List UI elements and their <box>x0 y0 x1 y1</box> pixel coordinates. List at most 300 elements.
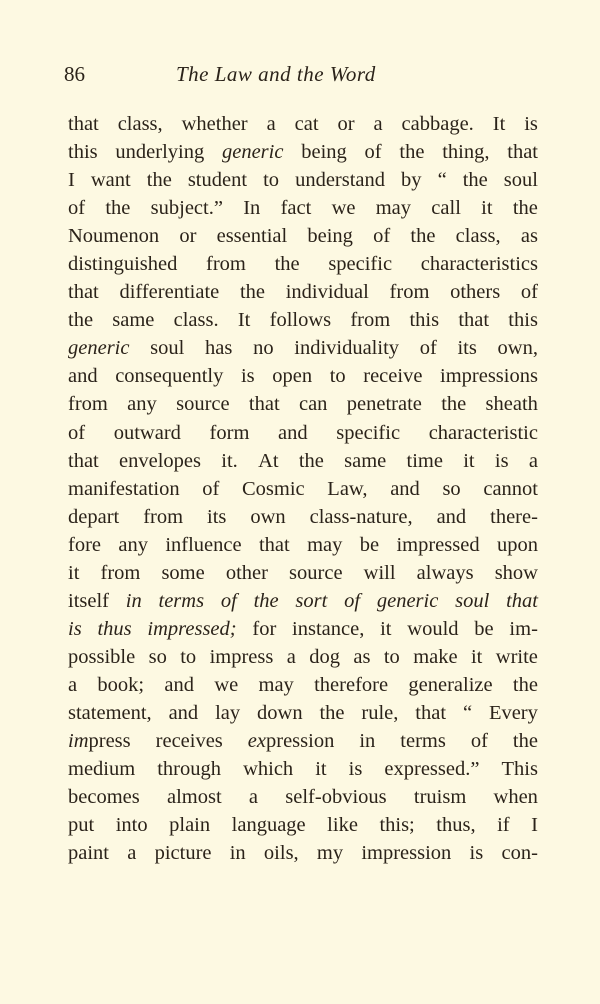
word <box>149 643 167 671</box>
word <box>347 390 422 418</box>
word <box>415 699 446 727</box>
word <box>471 643 482 671</box>
word <box>495 447 509 475</box>
word <box>292 615 364 643</box>
text: This <box>501 758 538 781</box>
word <box>232 811 306 839</box>
word <box>221 447 238 475</box>
text: we <box>214 673 239 696</box>
text: cat <box>294 113 319 135</box>
text: picture <box>154 842 212 865</box>
word <box>508 306 538 334</box>
word <box>524 110 538 138</box>
word <box>143 503 183 531</box>
text: may <box>258 673 294 696</box>
word <box>257 699 303 727</box>
word <box>457 334 476 362</box>
word <box>344 447 386 475</box>
text: follows <box>269 309 332 332</box>
text-line <box>68 250 538 278</box>
word <box>307 222 353 250</box>
text: that <box>68 449 99 472</box>
text: paint <box>68 842 109 865</box>
word <box>456 222 501 250</box>
text-line <box>68 839 538 867</box>
text-line <box>68 110 538 138</box>
text: characteristic <box>428 421 538 444</box>
word <box>377 587 438 615</box>
text: will <box>363 561 396 584</box>
text: is <box>348 758 363 781</box>
word <box>249 390 280 418</box>
word <box>401 166 422 194</box>
word <box>127 390 157 418</box>
text-line <box>68 811 538 839</box>
word <box>68 194 85 222</box>
word <box>361 839 451 867</box>
word <box>360 531 379 559</box>
word <box>408 671 492 699</box>
text: dog <box>309 645 340 668</box>
text: the <box>441 393 467 416</box>
word <box>414 783 466 811</box>
text: specific <box>328 253 393 276</box>
word <box>258 447 279 475</box>
text: from <box>100 561 141 584</box>
text: and <box>164 673 195 696</box>
word <box>310 503 413 531</box>
text: so <box>148 645 167 668</box>
word <box>97 671 144 699</box>
text: that <box>258 533 290 556</box>
word <box>270 306 332 334</box>
text-line <box>68 419 538 447</box>
word <box>287 643 296 671</box>
word <box>222 138 283 166</box>
text: con- <box>501 842 538 865</box>
text: statement, <box>68 701 152 724</box>
text-line <box>68 699 538 727</box>
word <box>147 166 172 194</box>
word <box>299 447 324 475</box>
text: same <box>344 449 387 472</box>
text: the <box>146 169 172 192</box>
word <box>119 278 219 306</box>
word <box>242 475 305 503</box>
text: the <box>319 701 345 724</box>
text: this <box>409 309 440 332</box>
text: terms <box>400 730 446 753</box>
text: be <box>474 617 494 640</box>
text: underlying <box>115 141 205 164</box>
text: cannot <box>483 477 538 500</box>
italic-text: generic <box>376 589 439 612</box>
text: the <box>399 141 425 164</box>
text: is <box>469 842 484 865</box>
text: class. <box>173 309 219 332</box>
word <box>437 503 467 531</box>
word <box>105 194 130 222</box>
text: may <box>375 197 412 220</box>
text: manifestation <box>68 477 180 500</box>
text: influence <box>165 533 242 556</box>
text: own, <box>497 337 538 360</box>
text: in <box>359 730 376 753</box>
text: the <box>512 197 538 220</box>
text: sheath <box>485 393 538 416</box>
word <box>376 194 411 222</box>
text: that <box>68 281 99 304</box>
text: penetrate <box>346 393 422 416</box>
text-line <box>68 559 538 587</box>
word <box>513 671 538 699</box>
page-number: 86 <box>64 62 85 86</box>
text: upon <box>496 533 538 556</box>
text: other <box>225 561 268 584</box>
word <box>438 166 447 194</box>
text: that <box>507 141 538 164</box>
text: can <box>298 393 328 416</box>
text: student <box>187 169 248 192</box>
word <box>68 110 99 138</box>
text: a <box>373 113 383 135</box>
word <box>150 334 184 362</box>
word <box>278 419 308 447</box>
text: that <box>415 701 447 724</box>
word <box>221 587 237 615</box>
text: that <box>68 113 99 135</box>
word <box>494 783 538 811</box>
text: class-nature, <box>309 505 413 528</box>
word <box>68 587 109 615</box>
word <box>327 811 358 839</box>
word <box>373 110 382 138</box>
word <box>68 250 177 278</box>
text: subject.” <box>150 197 223 220</box>
text: as <box>353 645 371 668</box>
word <box>458 306 489 334</box>
text: a <box>286 645 296 668</box>
word <box>328 250 392 278</box>
text: Every <box>488 701 538 724</box>
italic-text: generic <box>221 141 284 164</box>
word <box>440 362 538 390</box>
italic-text: of <box>220 589 237 612</box>
text: and <box>168 701 199 724</box>
text: soul <box>503 169 538 192</box>
word <box>112 306 154 334</box>
word <box>217 222 288 250</box>
word <box>68 475 180 503</box>
text: if <box>497 814 510 837</box>
text-line <box>68 306 538 334</box>
italic-text: the <box>253 589 279 612</box>
text: of <box>470 730 488 753</box>
word <box>330 362 346 390</box>
text: any <box>127 393 157 416</box>
text: instance, <box>292 617 365 640</box>
word <box>409 306 439 334</box>
word <box>116 811 148 839</box>
text: some <box>161 561 205 584</box>
italic-text: of <box>344 589 361 612</box>
word <box>68 699 152 727</box>
word <box>259 671 294 699</box>
text-line <box>68 334 538 362</box>
text: same <box>112 309 155 332</box>
text: by <box>401 169 422 192</box>
word <box>507 138 538 166</box>
text: distinguished <box>68 253 178 276</box>
word <box>267 110 276 138</box>
text: At <box>258 449 279 472</box>
word <box>361 699 398 727</box>
word <box>364 559 396 587</box>
word <box>441 390 466 418</box>
word <box>380 615 391 643</box>
word <box>521 222 538 250</box>
italic-text: soul <box>455 589 490 612</box>
text: book; <box>97 673 145 696</box>
text: of <box>68 197 86 220</box>
word <box>489 699 538 727</box>
text: the <box>298 449 324 472</box>
text: a <box>68 673 78 696</box>
text: generalize <box>408 673 493 696</box>
word <box>396 531 479 559</box>
word <box>180 643 196 671</box>
text: envelopes <box>119 449 201 472</box>
word <box>248 727 335 755</box>
word <box>68 503 119 531</box>
word <box>254 587 279 615</box>
text: it <box>470 645 483 668</box>
word <box>119 447 201 475</box>
text: is <box>524 113 538 135</box>
text: like <box>327 814 358 837</box>
text: that <box>248 393 280 416</box>
word <box>68 559 79 587</box>
text: it <box>463 449 475 472</box>
text: for <box>252 617 277 640</box>
word <box>315 755 326 783</box>
text: outward <box>113 421 181 444</box>
word <box>161 559 204 587</box>
word <box>471 727 488 755</box>
text: class, <box>455 225 501 248</box>
word <box>114 419 181 447</box>
word <box>384 755 479 783</box>
word <box>147 615 236 643</box>
text: any <box>118 533 148 556</box>
word <box>156 727 223 755</box>
word <box>68 839 109 867</box>
word <box>157 755 221 783</box>
text: the <box>512 730 538 753</box>
text: whether <box>181 113 248 135</box>
text: from <box>206 253 246 276</box>
text: a <box>266 113 276 135</box>
word <box>363 362 422 390</box>
text: want <box>90 169 131 192</box>
text: it <box>68 561 80 584</box>
word <box>420 334 437 362</box>
text: Cosmic <box>241 477 305 500</box>
word <box>413 643 457 671</box>
text: it. <box>221 449 238 472</box>
word <box>151 194 223 222</box>
word <box>115 362 223 390</box>
text: cabbage. <box>401 113 474 135</box>
text: It <box>237 309 251 332</box>
word <box>249 783 258 811</box>
word <box>115 138 204 166</box>
text: depart <box>68 505 120 528</box>
text: thing, <box>442 141 490 164</box>
text: the <box>512 673 538 696</box>
text: of <box>68 421 86 444</box>
word <box>101 559 141 587</box>
word <box>319 699 344 727</box>
word <box>68 306 93 334</box>
text: It <box>492 113 506 135</box>
word <box>68 531 101 559</box>
word <box>295 587 327 615</box>
word <box>463 447 474 475</box>
word <box>496 643 538 671</box>
text: of <box>364 141 382 164</box>
text: we <box>331 197 356 220</box>
word <box>350 306 390 334</box>
text: individuality <box>294 337 400 360</box>
word <box>410 222 435 250</box>
word <box>243 194 260 222</box>
text: of <box>202 477 220 500</box>
text: language <box>231 814 306 837</box>
text: form <box>209 421 250 444</box>
text-line <box>68 727 538 755</box>
text: pression <box>266 730 335 753</box>
word <box>205 334 232 362</box>
text: of <box>520 281 538 304</box>
word <box>359 727 375 755</box>
text: rule, <box>361 701 399 724</box>
word <box>210 643 274 671</box>
word <box>68 615 82 643</box>
text: when <box>493 786 538 809</box>
text: it <box>380 617 392 640</box>
text: and <box>278 421 308 444</box>
word <box>207 503 226 531</box>
word <box>275 250 300 278</box>
word <box>243 755 293 783</box>
word <box>68 222 159 250</box>
text: time <box>406 449 443 472</box>
text: fact <box>280 197 312 220</box>
text: may <box>307 533 343 556</box>
word <box>455 587 489 615</box>
text: consequently <box>115 365 224 388</box>
text: it <box>315 758 327 781</box>
word <box>399 138 424 166</box>
word <box>176 390 230 418</box>
text: a <box>528 449 538 472</box>
text: its <box>207 505 227 528</box>
text-line <box>68 390 538 418</box>
word <box>337 110 354 138</box>
word <box>286 278 369 306</box>
text-line <box>68 138 538 166</box>
text: would <box>407 617 459 640</box>
text: the <box>274 253 300 276</box>
word <box>68 138 98 166</box>
word <box>509 615 537 643</box>
text: is <box>494 449 509 472</box>
text: through <box>157 758 222 781</box>
text: put <box>68 814 95 837</box>
text: its <box>457 337 477 360</box>
text: and <box>68 365 98 388</box>
word <box>336 419 400 447</box>
word <box>463 699 472 727</box>
italic-text: sort <box>295 589 328 612</box>
word <box>486 390 538 418</box>
text: this <box>68 141 98 164</box>
text-line <box>68 783 538 811</box>
text: specific <box>336 421 401 444</box>
word <box>250 503 285 531</box>
word <box>531 811 538 839</box>
word <box>281 194 312 222</box>
italic-text: impressed; <box>147 617 237 640</box>
word <box>202 475 219 503</box>
word <box>68 643 135 671</box>
italic-text: in <box>125 589 142 612</box>
word <box>379 811 414 839</box>
text: in <box>229 842 246 865</box>
word <box>407 615 458 643</box>
text: essential <box>216 225 288 248</box>
word <box>174 306 219 334</box>
text: a <box>127 842 137 865</box>
text: as <box>520 225 538 248</box>
word <box>164 671 194 699</box>
text-line <box>68 222 538 250</box>
word <box>502 755 538 783</box>
word <box>504 166 538 194</box>
text: show <box>494 561 538 584</box>
word <box>429 419 538 447</box>
word <box>490 503 538 531</box>
text: possible <box>68 645 136 668</box>
text: to <box>180 645 197 668</box>
italic-text: thus <box>97 617 132 640</box>
text: my <box>316 842 344 865</box>
text: or <box>337 113 355 135</box>
running-header <box>64 62 444 90</box>
word <box>210 419 250 447</box>
text-line <box>68 166 538 194</box>
text: of <box>373 225 391 248</box>
text: im- <box>509 617 538 640</box>
word <box>470 839 484 867</box>
text: the <box>105 197 131 220</box>
word <box>91 166 131 194</box>
text-line <box>68 475 538 503</box>
text: impressions <box>440 365 538 388</box>
text: it <box>481 197 493 220</box>
word <box>68 671 77 699</box>
